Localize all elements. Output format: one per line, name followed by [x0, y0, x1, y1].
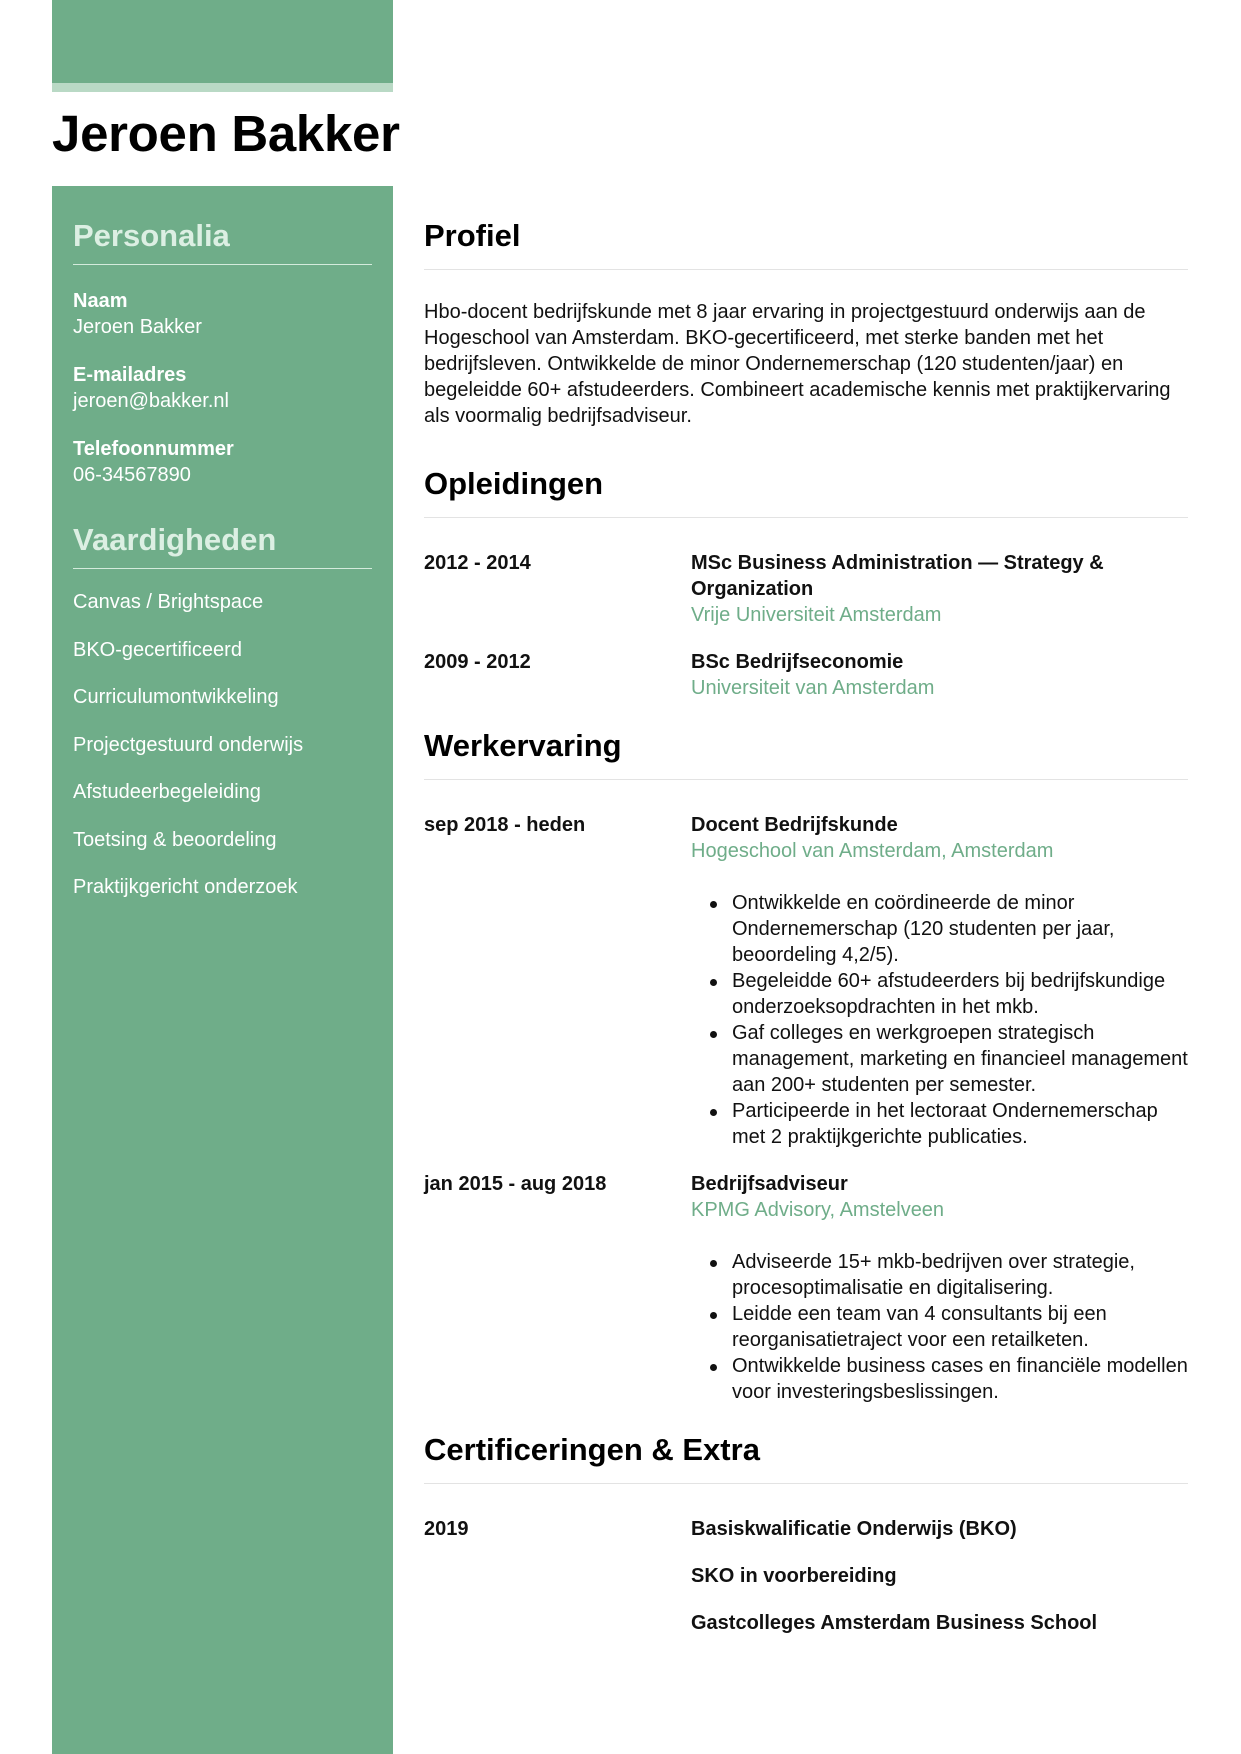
skills-list: [73, 589, 372, 900]
resume-name: Jeroen Bakker: [52, 105, 400, 162]
main-content: [424, 212, 1188, 1657]
personal-item-email: [73, 362, 372, 414]
certification-title: Basiskwalificatie Onderwijs (BKO): [691, 1518, 1017, 1540]
achievement-item: Ontwikkelde en coördineerde de minor Ondernemerschap (120 studenten per jaar, beoordeling 4,2/5).: [691, 890, 1188, 968]
achievement-item: Leidde een team van 4 consultants bij een reorganisatietraject voor een retailketen.: [691, 1301, 1188, 1353]
achievement-item: Adviseerde 15+ mkb-bedrijven over strategie, procesoptimalisatie en digitalisering.: [691, 1249, 1188, 1301]
skill-item: Toetsing & beoordeling: [73, 828, 277, 851]
certifications-list: [424, 1516, 1188, 1636]
achievement-item: Gaf colleges en werkgroepen strategisch management, marketing en financieel management aan 200+ studenten per semester.: [691, 1020, 1188, 1098]
entry-body: [691, 1516, 1188, 1542]
achievement-item: Begeleidde 60+ afstudeerders bij bedrijfskundige onderzoeksopdrachten in het mkb.: [691, 968, 1188, 1020]
skills-heading: Vaardigheden: [73, 522, 372, 569]
education-section: [424, 460, 1188, 701]
experience-section: [424, 722, 1188, 1405]
personal-label: Naam: [73, 290, 128, 312]
experience-list: [424, 812, 1188, 1405]
entry-school: Vrije Universiteit Amsterdam: [691, 604, 942, 626]
entry-body: [691, 1563, 1188, 1589]
achievement-list: [691, 890, 1188, 1150]
entry-date: jan 2015 - aug 2018: [424, 1173, 607, 1195]
sidebar: [52, 186, 393, 1754]
profile-section: [424, 212, 1188, 445]
personal-label: Telefoonnummer: [73, 438, 234, 460]
entry-school: Universiteit van Amsterdam: [691, 677, 935, 699]
education-entry: [424, 550, 1188, 628]
skill-item: Afstudeerbegeleiding: [73, 781, 261, 803]
personal-value: jeroen@bakker.nl: [73, 390, 229, 412]
entry-body: [691, 649, 1188, 701]
personal-value: 06-34567890: [73, 464, 191, 486]
header-accent-stripe: [52, 83, 393, 92]
entry-company: KPMG Advisory, Amstelveen: [691, 1199, 945, 1221]
personal-item-name: [73, 288, 372, 340]
personal-label: E-mailadres: [73, 364, 187, 386]
personal-heading: Personalia: [73, 218, 372, 265]
skill-item: Curriculumontwikkeling: [73, 686, 279, 708]
experience-entry: [424, 1171, 1188, 1405]
profile-text: Hbo-docent bedrijfskunde met 8 jaar ervaring in projectgestuurd onderwijs aan de Hogeschool van Amsterdam. BKO-gecertificeerd, met sterke banden met het bedrijfsleven. Ontwikkelde de minor Ondernemerschap (120 studenten/jaar) en begeleidde 60+ afstudeerders. Combineert academische kennis met praktijkervaring als voormalig bedrijfsadviseur.: [424, 301, 1171, 427]
certification-entry: [424, 1610, 1188, 1636]
personal-details: [73, 288, 372, 488]
entry-body: [691, 812, 1188, 1150]
section-title-experience: Werkervaring: [424, 722, 1188, 780]
entry-date: 2009 - 2012: [424, 651, 531, 673]
entry-degree: MSc Business Administration — Strategy & Organization: [691, 552, 1104, 600]
entry-body: [691, 1171, 1188, 1405]
certification-entry: [424, 1563, 1188, 1589]
skill-item: Projectgestuurd onderwijs: [73, 733, 304, 756]
personal-item-phone: [73, 436, 372, 488]
entry-role: Docent Bedrijfskunde: [691, 814, 898, 836]
entry-body: [691, 1610, 1188, 1636]
entry-body: [691, 550, 1188, 628]
certification-title: Gastcolleges Amsterdam Business School: [691, 1612, 1098, 1634]
section-title-profile: Profiel: [424, 212, 1188, 270]
achievement-list: [691, 1249, 1188, 1405]
entry-company: Hogeschool van Amsterdam, Amsterdam: [691, 840, 1054, 862]
achievement-item: Ontwikkelde business cases en financiële modellen voor investeringsbeslissingen.: [691, 1353, 1188, 1405]
skill-item: Praktijkgericht onderzoek: [73, 876, 298, 898]
entry-degree: BSc Bedrijfseconomie: [691, 651, 904, 673]
certifications-section: [424, 1426, 1188, 1636]
section-title-education: Opleidingen: [424, 460, 1188, 518]
entry-date: sep 2018 - heden: [424, 814, 586, 836]
section-title-certifications: Certificeringen & Extra: [424, 1426, 1188, 1484]
skill-item: Canvas / Brightspace: [73, 591, 264, 613]
entry-date: 2019: [424, 1518, 469, 1540]
entry-date: 2012 - 2014: [424, 552, 531, 574]
certification-title: SKO in voorbereiding: [691, 1565, 897, 1587]
achievement-item: Participeerde in het lectoraat Ondernemerschap met 2 praktijkgerichte publicaties.: [691, 1098, 1188, 1150]
entry-date: [424, 1563, 691, 1589]
personal-value: Jeroen Bakker: [73, 316, 202, 338]
experience-entry: [424, 812, 1188, 1150]
skill-item: BKO-gecertificeerd: [73, 638, 242, 661]
entry-role: Bedrijfsadviseur: [691, 1173, 848, 1195]
education-entry: [424, 649, 1188, 701]
certification-entry: [424, 1516, 1188, 1542]
entry-date: [424, 1610, 691, 1636]
education-list: [424, 550, 1188, 701]
header-accent-bar: [52, 0, 393, 83]
